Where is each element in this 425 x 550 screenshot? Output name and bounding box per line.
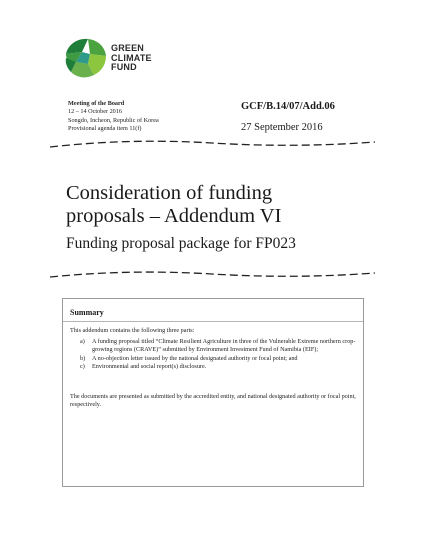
list-item-letter: b): [80, 354, 86, 362]
document-reference: GCF/B.14/07/Add.06: [241, 101, 335, 112]
document-date: 27 September 2016: [241, 122, 323, 133]
logo-line: GREEN: [111, 43, 145, 53]
summary-heading: Summary: [70, 308, 104, 317]
agenda-item: Provisional agenda item 11(f): [68, 124, 142, 132]
summary-intro: This addendum contains the following three parts:: [70, 327, 195, 334]
green-climate-fund-globe-icon: [62, 36, 108, 80]
meeting-dates: 12 – 14 October 2016: [68, 108, 122, 116]
list-item-text: A funding proposal titled “Climate Resilient Agriculture in three of the Vulnerable Extreme northern crop-growing regions (CRAVE)” submitted by Environment Investment Fund of Namibia (EIF);: [92, 338, 356, 354]
green-climate-fund-logo: [62, 36, 182, 80]
title-line: Consideration of funding: [66, 182, 273, 204]
logo-line: FUND: [111, 62, 137, 72]
summary-box: [62, 298, 364, 487]
list-item: [70, 355, 358, 363]
title-line: proposals – Addendum VI: [66, 204, 282, 227]
list-item-text: Environmental and social report(s) disclosure.: [92, 363, 207, 371]
summary-note: The documents are presented as submitted by the accredited entity, and national designated authority or focal point, respectively.: [70, 393, 356, 409]
list-item-letter: a): [80, 338, 85, 345]
meeting-info: [68, 100, 159, 133]
page-subtitle: Funding proposal package for FP023: [66, 235, 296, 252]
list-item-text: A no-objection letter issued by the national designated authority or focal point; and: [92, 354, 298, 362]
summary-parts-list: [70, 338, 358, 372]
meeting-location: Songdo, Incheon, Republic of Korea: [68, 116, 159, 124]
list-item: [70, 338, 358, 355]
summary-divider: [63, 321, 363, 322]
list-item: [70, 363, 358, 371]
wave-divider: [50, 269, 375, 281]
wave-divider: [50, 138, 375, 150]
meeting-title: Meeting of the Board: [68, 100, 125, 107]
logo-line: CLIMATE: [111, 52, 152, 63]
list-item-letter: c): [80, 363, 85, 371]
page-title: [66, 182, 396, 227]
logo-wordmark: [111, 44, 152, 73]
